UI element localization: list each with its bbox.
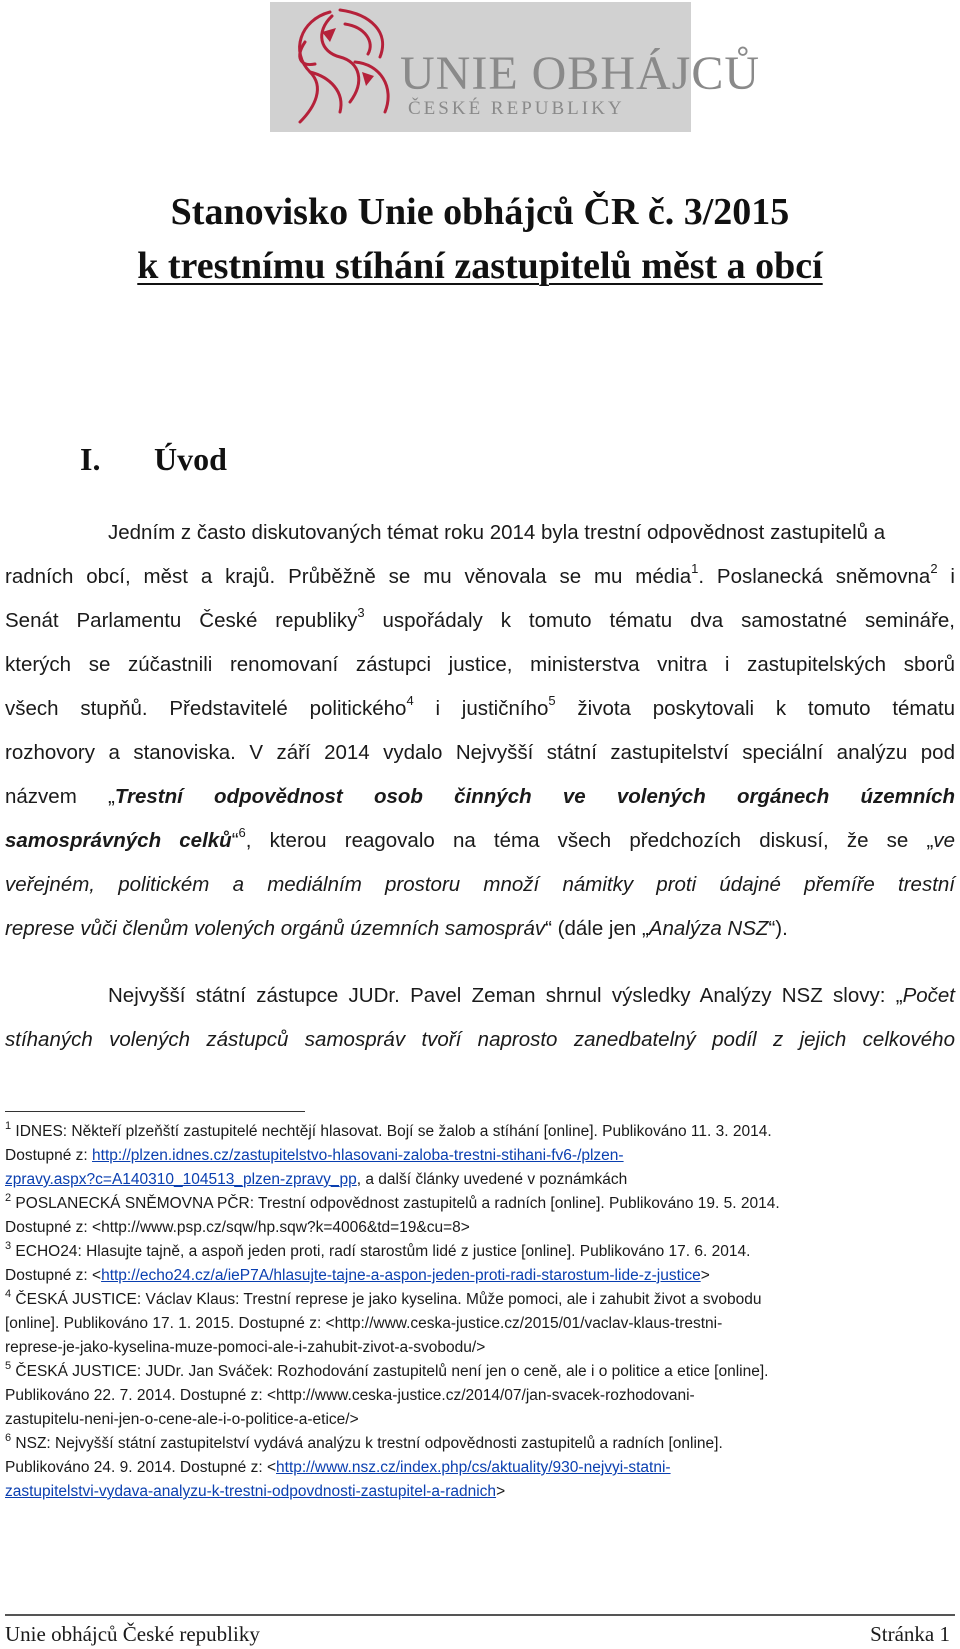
footnote-ref[interactable]: 5 bbox=[548, 693, 556, 708]
section-heading bbox=[80, 443, 227, 475]
body-line: radních obcí, měst a krajů. Průběžně se mu věnovala se mu média$^1$. Poslanecká sněmovna$^2$ i bbox=[5, 561, 955, 588]
footnote-5-source: zastupitelu-neni-jen-o-cene-ale-i-o-politice-a-etice/> bbox=[5, 1411, 359, 1428]
body-line: Jedním z často diskutovaných témat roku 2014 byla trestní odpovědnost zastupitelů a bbox=[108, 521, 886, 544]
footer-separator bbox=[5, 1614, 955, 1616]
footnote-ref[interactable]: 4 bbox=[406, 693, 414, 708]
footnote-ref[interactable]: 6 bbox=[238, 825, 246, 840]
footnote-4-source: [online]. Publikováno 17. 1. 2015. Dostupné z: <http://www.ceska-justice.cz/2015/01/vaclav-klaus-trestni- bbox=[5, 1315, 723, 1332]
footnote-2: $^2$ POSLANECKÁ SNĚMOVNA PČR: Trestní odpovědnost zastupitelů a radních [online]. Publikováno 19. 5. 2014. bbox=[5, 1192, 780, 1212]
organization-logo bbox=[270, 2, 760, 132]
page-number: Stránka 1 bbox=[870, 1622, 950, 1646]
footnote-link[interactable]: http://www.nsz.cz/index.php/cs/aktuality/930-nejvyi-statni- bbox=[276, 1459, 671, 1476]
footnote-3: $^3$ ECHO24: Hlasujte tajně, a aspoň jeden proti, radí starostům lidé z justice [online]. Publikováno 17. 6. 2014. bbox=[5, 1240, 751, 1260]
body-line: názvem „Trestní odpovědnost osob činných ve volených orgánech územních bbox=[5, 785, 955, 808]
footnote-ref[interactable]: 3 bbox=[357, 605, 365, 620]
section-title: Úvod bbox=[154, 441, 227, 477]
body-line: rozhovory a stanoviska. V září 2014 vydalo Nejvyšší státní zastupitelství speciální analýzu pod bbox=[5, 741, 955, 764]
footnote-ref[interactable]: 2 bbox=[930, 561, 938, 576]
body-line: Senát Parlamentu České republiky$^3$ uspořádaly k tomuto tématu dva samostatné semináře, bbox=[5, 605, 955, 632]
footnote-6-source: Publikováno 24. 9. 2014. Dostupné z: <http://www.nsz.cz/index.php/cs/aktuality/930-nejvyi-statni- bbox=[5, 1459, 671, 1476]
section-number: I. bbox=[80, 441, 101, 477]
footnote-1-source: zpravy.aspx?c=A140310_104513_plzen-zpravy_pp, a další články uvedené v poznámkách bbox=[5, 1171, 628, 1188]
footnote-1: $^1$ IDNES: Někteří plzeňští zastupitelé nechtějí hlasovat. Bojí se žalob a stíhání [online]. Publikováno 11. 3. 2014. bbox=[5, 1120, 772, 1140]
lion-emblem-icon bbox=[270, 2, 410, 132]
footnote-5: $^5$ ČESKÁ JUSTICE: JUDr. Jan Sváček: Rozhodování zastupitelů není jen o ceně, ale i o politice a etice [online]. bbox=[5, 1360, 769, 1380]
footnote-link[interactable]: zastupitelstvi-vydava-analyzu-k-trestni-odpovdnosti-zastupitel-a-radnich bbox=[5, 1483, 497, 1500]
body-line: represe vůči členům volených orgánů územních samospráv“ (dále jen „Analýza NSZ“). bbox=[5, 917, 788, 940]
logo-name: UNIE OBHÁJCŮ bbox=[400, 47, 760, 100]
body-line: samosprávných celků“$^6$, kterou reagovalo na téma všech předchozích diskusí, že se „ve bbox=[5, 825, 955, 852]
footnote-6-source: zastupitelstvi-vydava-analyzu-k-trestni-odpovdnosti-zastupitel-a-radnich> bbox=[5, 1483, 506, 1500]
footnote-4-source: represe-je-jako-kyselina-muze-pomoci-ale-i-zahubit-zivot-a-svobodu/> bbox=[5, 1339, 486, 1356]
footnote-link[interactable]: zpravy.aspx?c=A140310_104513_plzen-zpravy_pp bbox=[5, 1171, 357, 1188]
document-title: Stanovisko Unie obhájců ČR č. 3/2015 bbox=[170, 191, 790, 233]
footnote-6: $^6$ NSZ: Nejvyšší státní zastupitelství vydává analýzu k trestní odpovědnosti zastupitelů a radních [online]. bbox=[5, 1432, 723, 1452]
footnote-5-source: Publikováno 22. 7. 2014. Dostupné z: <http://www.ceska-justice.cz/2014/07/jan-svacek-rozhodovani- bbox=[5, 1387, 695, 1404]
body-line: Nejvyšší státní zástupce JUDr. Pavel Zeman shrnul výsledky Analýzy NSZ slovy: „Počet bbox=[108, 984, 955, 1007]
body-line: veřejném, politickém a mediálním prostoru množí námitky proti údajné přemíře trestní bbox=[5, 873, 955, 896]
body-line: kterých se zúčastnili renomovaní zástupci justice, ministerstva vnitra i zastupitelských sborů bbox=[5, 653, 955, 676]
footnote-separator bbox=[5, 1111, 305, 1112]
footer-organization: Unie obhájců České republiky bbox=[5, 1622, 260, 1646]
footnote-link[interactable]: http://echo24.cz/a/ieP7A/hlasujte-tajne-a-aspon-jeden-proti-radi-starostum-lide-z-justice bbox=[101, 1267, 701, 1284]
logo-subtitle: ČESKÉ REPUBLIKY bbox=[408, 98, 625, 119]
footnote-3-source: Dostupné z: <http://echo24.cz/a/ieP7A/hlasujte-tajne-a-aspon-jeden-proti-radi-starostum-lide-z-justice> bbox=[5, 1267, 710, 1284]
body-line: všech stupňů. Představitelé politického$^4$ i justičního$^5$ života poskytovali k tomuto tématu bbox=[5, 693, 955, 720]
footnote-link[interactable]: http://plzen.idnes.cz/zastupitelstvo-hlasovani-zaloba-trestni-stihani-fv6-/plzen- bbox=[92, 1147, 624, 1164]
document-subtitle: k trestnímu stíhání zastupitelů měst a obcí bbox=[137, 245, 823, 287]
body-line: stíhaných volených zástupců samospráv tvoří naprosto zanedbatelný podíl z jejich celkového bbox=[5, 1028, 955, 1051]
footnote-2-source: Dostupné z: <http://www.psp.cz/sqw/hp.sqw?k=4006&td=19&cu=8> bbox=[5, 1219, 470, 1236]
footnote-1-source: Dostupné z: http://plzen.idnes.cz/zastupitelstvo-hlasovani-zaloba-trestni-stihani-fv6-/plzen- bbox=[5, 1147, 624, 1164]
footnote-4: $^4$ ČESKÁ JUSTICE: Václav Klaus: Trestní represe je jako kyselina. Může pomoci, ale i zahubit život a svobodu bbox=[5, 1288, 762, 1308]
footnote-ref[interactable]: 1 bbox=[691, 561, 699, 576]
